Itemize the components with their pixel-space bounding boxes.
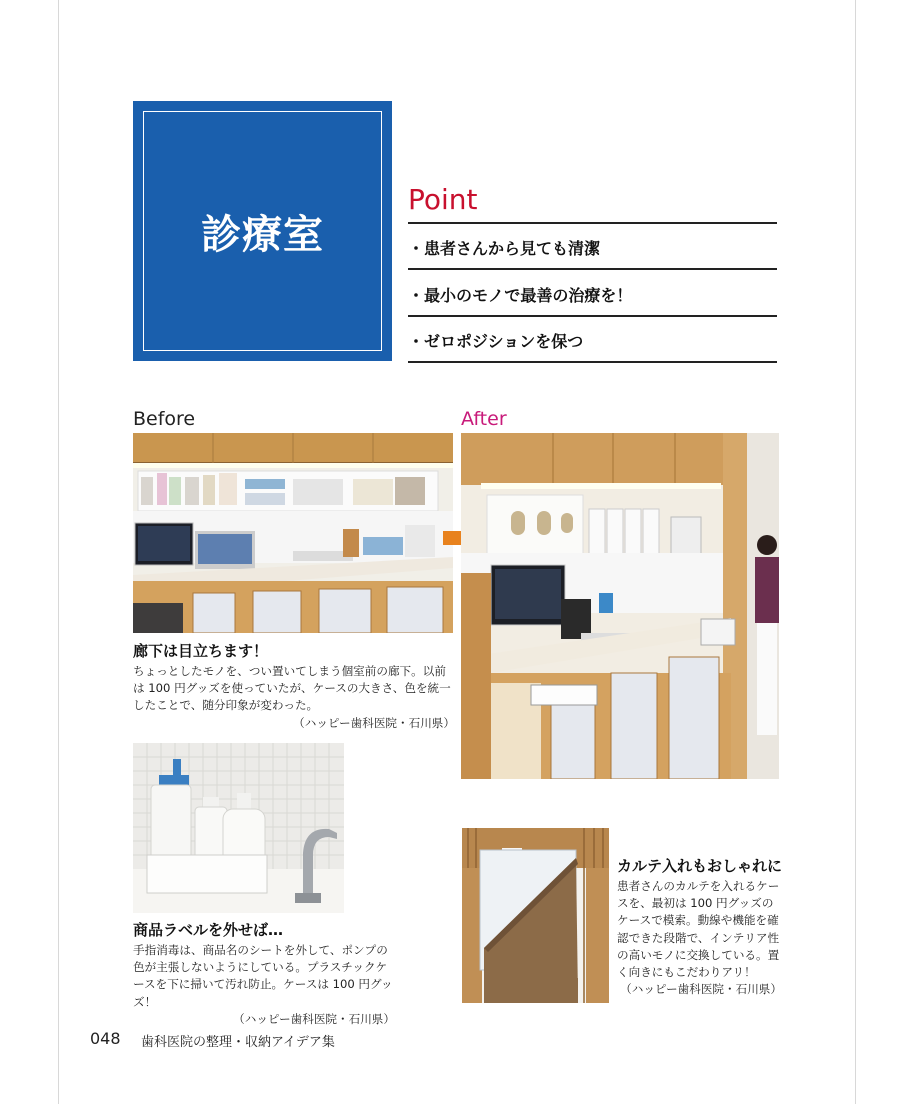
section-title-frame <box>143 111 382 351</box>
point-heading: Point <box>408 183 478 216</box>
section-title: 診療室 <box>201 211 324 258</box>
section-title-block <box>133 101 392 361</box>
caption-title: カルテ入れもおしゃれに <box>617 857 783 875</box>
after-label: After <box>461 408 507 430</box>
before-label: Before <box>133 408 196 430</box>
point-item: ・患者さんから見ても清潔 <box>408 239 601 258</box>
page-edge-left <box>58 0 59 1104</box>
point-divider <box>408 222 777 224</box>
before-photo <box>133 433 453 633</box>
soap-photo <box>133 743 344 913</box>
caption-title: 商品ラベルを外せば… <box>133 921 284 939</box>
caption-body <box>617 878 782 998</box>
page-edge-right <box>855 0 856 1104</box>
caption-source: （ハッピー歯科医院・石川県） <box>293 715 455 730</box>
caption-body <box>133 942 395 1028</box>
point-divider <box>408 268 777 270</box>
karte-case-photo <box>462 828 609 1003</box>
caption-text: 手指消毒は、商品名のシートを外して、ポンプの色が主張しないようにしている。プラスチックケースを下に掃いて汚れ防止。ケースは 100 円グッズ！ <box>133 943 393 1009</box>
page-number: 048 <box>90 1029 121 1048</box>
caption-text: 患者さんのカルテを入れるケースを、最初は 100 円グッズのケースで模索。動線や機能を確認できた段階で、インテリア性の高いモノに交換している。置く向きにもこだわりアリ！ <box>617 879 780 980</box>
point-item: ・ゼロポジションを保つ <box>408 332 584 351</box>
caption-source: （ハッピー歯科医院・石川県） <box>620 982 782 997</box>
caption-body <box>133 663 455 732</box>
caption-source: （ハッピー歯科医院・石川県） <box>233 1011 395 1026</box>
after-photo <box>461 433 779 779</box>
caption-text: ちょっとしたモノを、つい置いてしまう個室前の廊下。以前は 100 円グッズを使っていたが、ケースの大きさ、色を統一したことで、随分印象が変わった。 <box>133 664 451 713</box>
point-divider <box>408 315 777 317</box>
point-item: ・最小のモノで最善の治療を！ <box>408 286 633 305</box>
caption-title: 廊下は目立ちます！ <box>133 642 269 660</box>
book-title: 歯科医院の整理・収納アイデア集 <box>141 1035 335 1050</box>
point-divider <box>408 361 777 363</box>
